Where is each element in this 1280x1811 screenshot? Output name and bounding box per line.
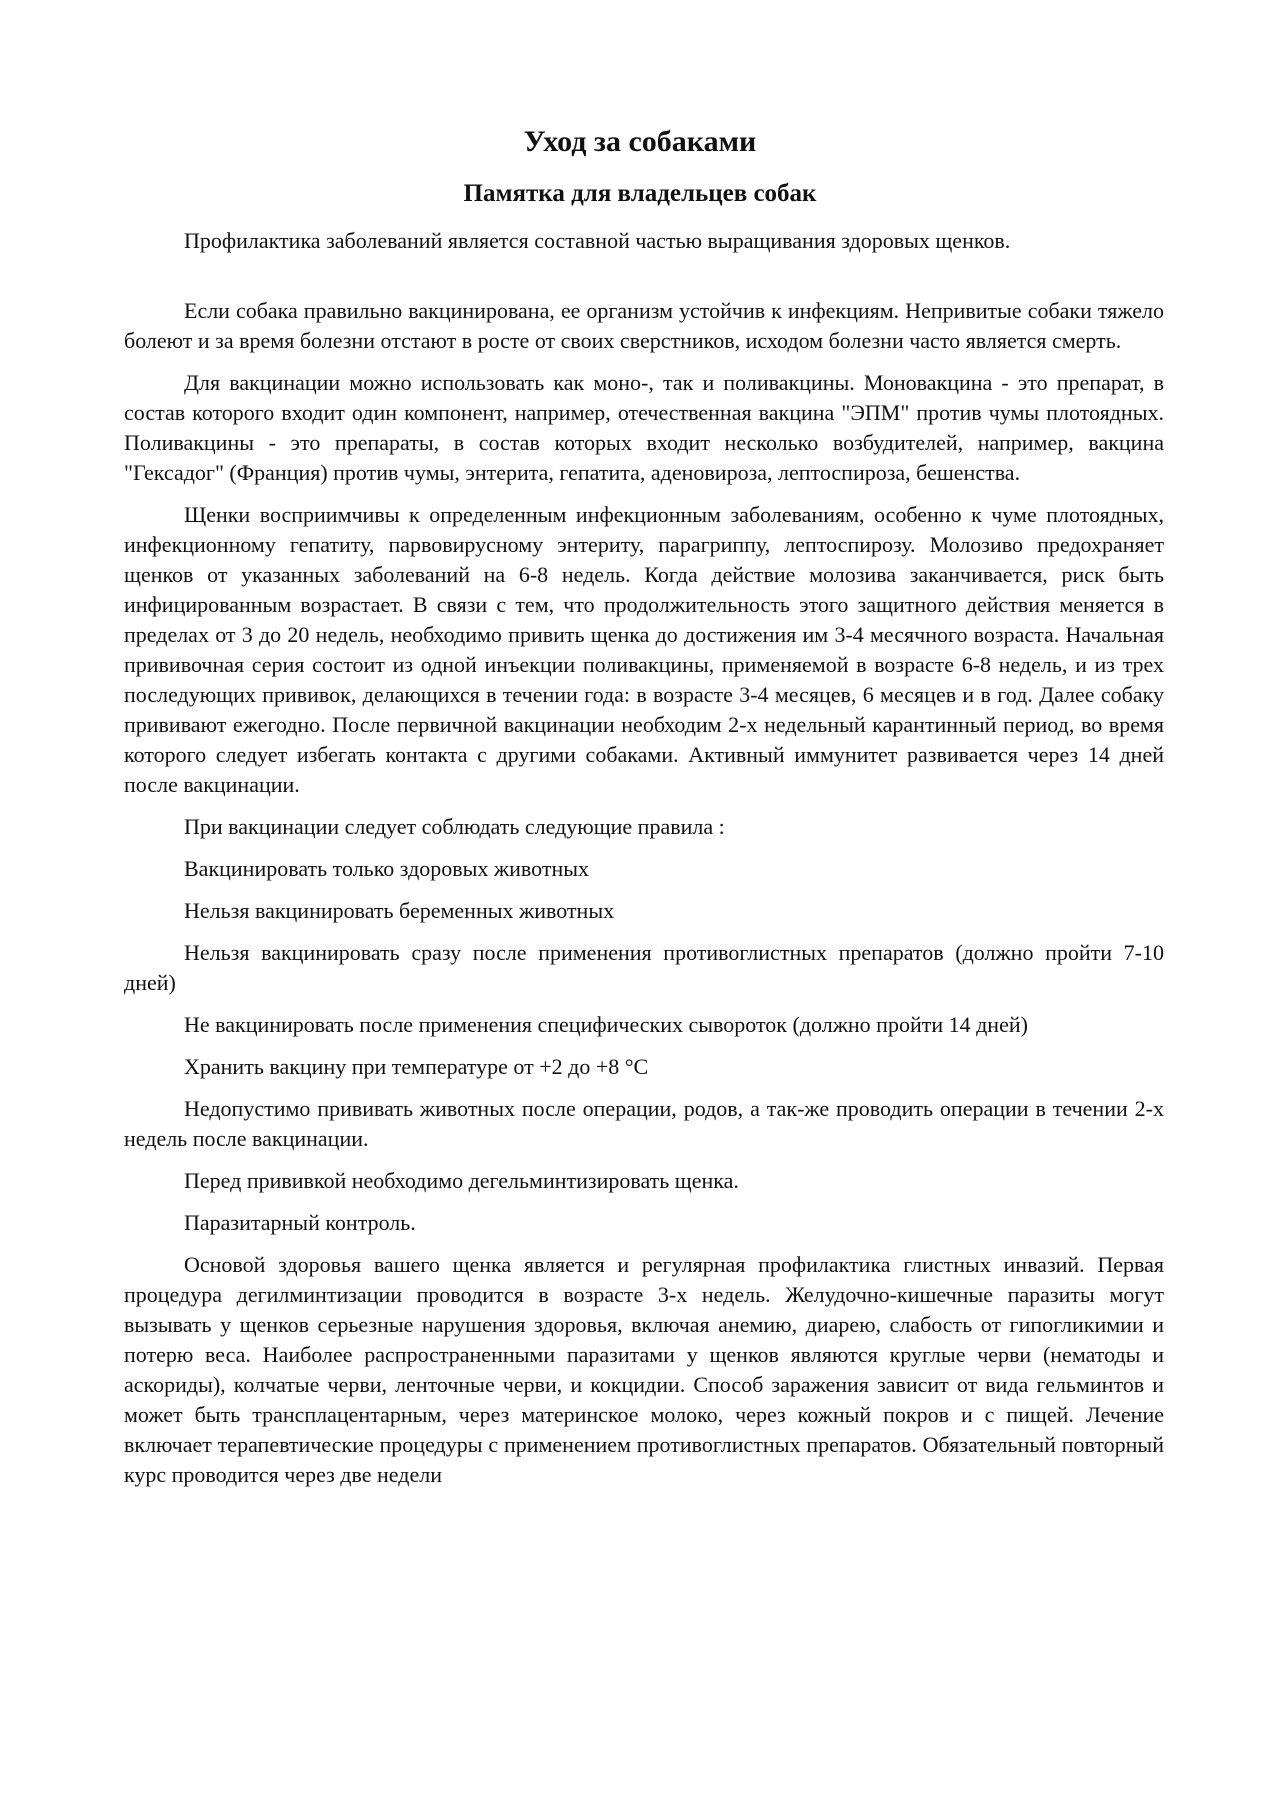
rule-item: Нельзя вакцинировать сразу после применения противоглистных препаратов (должно пройти 7-10 дней)	[124, 940, 1164, 995]
rule-item: Недопустимо прививать животных после операции, родов, а так-же проводить операции в течении 2-х недель после вакцинации.	[124, 1096, 1164, 1151]
page-subtitle: Памятка для владельцев собак	[463, 180, 817, 207]
paragraph-puppy-susceptibility: Щенки восприимчивы к определенным инфекционным заболеваниям, особенно к чуме плотоядных, инфекционному гепатиту, парвовирусному энтериту, парагриппу, лептоспирозу. Молозиво предохраняет щенков от указанных заболеваний на 6-8 недель. Когда действие молозива заканчивается, риск быть инфицированным возрастает. В связи с тем, что продолжительность этого защитного действия меняется в пределах от 3 до 20 недель, необходимо привить щенка до достижения им 3-4 месячного возраста. Начальная прививочная серия состоит из одной инъекции поливакцины, применяемой в возрасте 6-8 недель, и из трех последующих прививок, делающихся в течении года: в возрасте 3-4 месяцев, 6 месяцев и в год. Далее собаку прививают ежегодно. После первичной вакцинации необходим 2-х недельный карантинный период, во время которого следует избегать контакта с другими собаками. Активный иммунитет развивается через 14 дней после вакцинации.	[124, 502, 1164, 797]
rule-item: Перед прививкой необходимо дегельминтизировать щенка.	[184, 1168, 739, 1193]
page-title: Уход за собаками	[523, 125, 757, 158]
section-heading-parasite-control: Паразитарный контроль.	[184, 1210, 416, 1235]
rule-item: Хранить вакцину при температуре от +2 до +8 °С	[184, 1054, 649, 1079]
paragraph-vaccination-importance: Если собака правильно вакцинирована, ее организм устойчив к инфекциям. Непривитые собаки тяжело болеют и за время болезни отстают в росте от своих сверстников, исходом болезни часто является смерть.	[124, 298, 1164, 353]
paragraph-intro: Профилактика заболеваний является составной частью выращивания здоровых щенков.	[184, 228, 1011, 253]
rule-item: Нельзя вакцинировать беременных животных	[184, 898, 615, 923]
paragraph-vaccine-types: Для вакцинации можно использовать как моно-, так и поливакцины. Моновакцина - это препарат, в состав которого входит один компонент, например, отечественная вакцина "ЭПМ" против чумы плотоядных. Поливакцины - это препараты, в состав которых входит несколько возбудителей, например, вакцина "Гексадог" (Франция) против чумы, энтерита, гепатита, аденовироза, лептоспироза, бешенства.	[124, 370, 1164, 485]
paragraph-rules-intro: При вакцинации следует соблюдать следующие правила :	[184, 814, 725, 839]
document-body	[124, 226, 1164, 1502]
paragraph-deworming: Основой здоровья вашего щенка является и регулярная профилактика глистных инвазий. Первая процедура дегилминтизации проводится в возрасте 3-х недель. Желудочно-кишечные паразиты могут вызывать у щенков серьезные нарушения здоровья, включая анемию, диарею, слабость от гипогликимии и потерю веса. Наиболее распространенными паразитами у щенков являются круглые черви (нематоды и аскориды), колчатые черви, ленточные черви, и кокцидии. Способ заражения зависит от вида гельминтов и может быть трансплацентарным, через материнское молоко, через кожный покров и с пищей. Лечение включает терапевтические процедуры с применением противоглистных препаратов. Обязательный повторный курс проводится через две недели	[124, 1252, 1164, 1487]
rule-item: Вакцинировать только здоровых животных	[184, 856, 590, 881]
rule-item: Не вакцинировать после применения специфических сывороток (должно пройти 14 дней)	[184, 1012, 1028, 1037]
